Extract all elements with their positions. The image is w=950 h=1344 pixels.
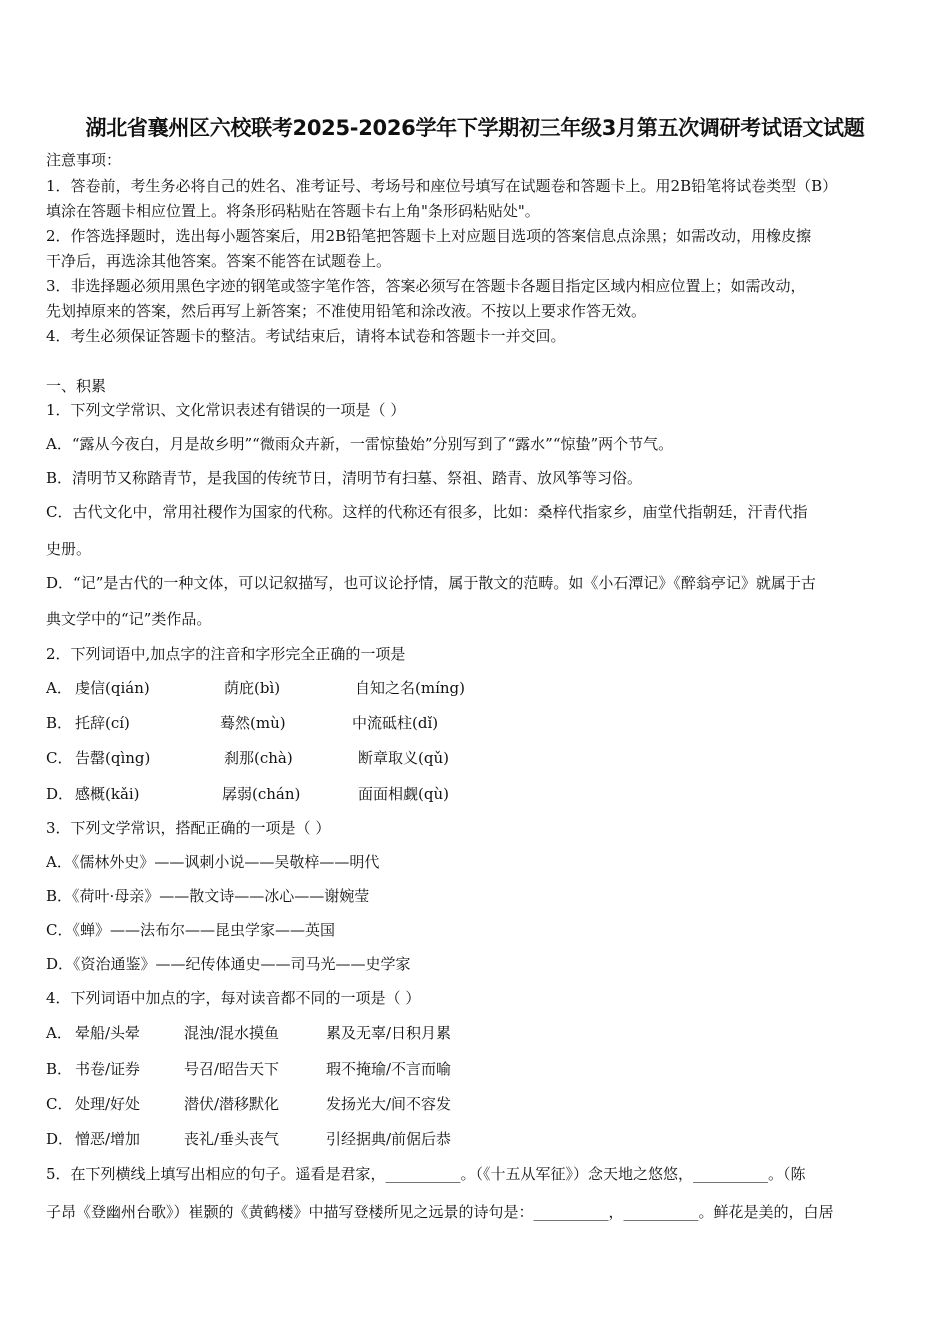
question-1-option-d: D．“记”是古代的一种文体，可以记叙描写，也可议论抒情，属于散文的范畴。如《小石潭记》《醉翁亭记》就属于古 bbox=[46, 574, 816, 592]
option-word: 蓦然(mù) bbox=[220, 714, 286, 732]
option-word: 处理/好处 bbox=[75, 1095, 141, 1113]
option-word: 虔信(qián) bbox=[75, 679, 150, 697]
question-1-option-c-cont: 史册。 bbox=[46, 540, 92, 558]
question-4-stem: 4．下列词语中加点的字，每对读音都不同的一项是（ ） bbox=[46, 989, 421, 1007]
option-label: B． bbox=[46, 714, 73, 732]
option-word: 晕船/头晕 bbox=[75, 1024, 141, 1042]
option-word: 发扬光大/间不容发 bbox=[326, 1095, 452, 1113]
notice-line: 先划掉原来的答案，然后再写上新答案；不准使用铅笔和涂改液。不按以上要求作答无效。 bbox=[46, 302, 647, 320]
notice-line: 1．答卷前，考生务必将自己的姓名、准考证号、考场号和座位号填写在试题卷和答题卡上。用2B铅笔将试卷类型（B） bbox=[46, 177, 838, 195]
option-label: C． bbox=[46, 749, 73, 767]
page-title: 湖北省襄州区六校联考2025-2026学年下学期初三年级3月第五次调研考试语文试题 bbox=[85, 116, 865, 140]
question-3-option-c: C．《蝉》——法布尔——昆虫学家——英国 bbox=[46, 921, 335, 939]
option-label: D． bbox=[46, 785, 74, 803]
notice-line: 3．非选择题必须用黑色字迹的钢笔或签字笔作答，答案必须写在答题卡各题目指定区域内相应位置上；如需改动， bbox=[46, 277, 806, 295]
option-word: 面面相觑(qù) bbox=[358, 785, 449, 803]
option-label: A． bbox=[46, 1024, 72, 1042]
option-label: D． bbox=[46, 1130, 74, 1148]
option-label: C． bbox=[46, 1095, 73, 1113]
question-2-stem: 2．下列词语中,加点字的注音和字形完全正确的一项是 bbox=[46, 645, 406, 663]
option-word: 托辞(cí) bbox=[75, 714, 130, 732]
question-3-option-d: D．《资治通鉴》——纪传体通史——司马光——史学家 bbox=[46, 955, 411, 973]
notice-line: 2．作答选择题时，选出每小题答案后，用2B铅笔把答题卡上对应题目选项的答案信息点涂黑；如需改动，用橡皮擦 bbox=[46, 227, 812, 245]
notice-heading: 注意事项： bbox=[46, 151, 122, 169]
option-word: 感概(kǎi) bbox=[75, 785, 140, 803]
question-3-option-b: B．《荷叶·母亲》——散文诗——冰心——谢婉莹 bbox=[46, 887, 370, 905]
option-word: 瑕不掩瑜/不言而喻 bbox=[326, 1060, 452, 1078]
option-word: 憎恶/增加 bbox=[75, 1130, 141, 1148]
option-word: 荫庇(bì) bbox=[224, 679, 281, 697]
option-word: 孱弱(chán) bbox=[222, 785, 301, 803]
notice-line: 填涂在答题卡相应位置上。将条形码粘贴在答题卡右上角"条形码粘贴处"。 bbox=[46, 202, 540, 220]
option-label: A． bbox=[46, 679, 72, 697]
question-3-option-a: A．《儒林外史》——讽刺小说——吴敬梓——明代 bbox=[46, 853, 380, 871]
option-word: 混浊/混水摸鱼 bbox=[184, 1024, 280, 1042]
option-word: 号召/昭告天下 bbox=[184, 1060, 280, 1078]
question-3-stem: 3．下列文学常识，搭配正确的一项是（ ） bbox=[46, 819, 331, 837]
option-word: 书卷/证券 bbox=[75, 1060, 141, 1078]
option-word: 引经据典/前倨后恭 bbox=[326, 1130, 452, 1148]
option-label: B． bbox=[46, 1060, 73, 1078]
question-1-stem: 1．下列文学常识、文化常识表述有错误的一项是（ ） bbox=[46, 401, 406, 419]
option-word: 刹那(chà) bbox=[224, 749, 293, 767]
option-word: 潜伏/潜移默化 bbox=[184, 1095, 280, 1113]
section-heading: 一、积累 bbox=[46, 377, 107, 395]
option-word: 累及无辜/日积月累 bbox=[326, 1024, 452, 1042]
question-1-option-b: B．清明节又称踏青节，是我国的传统节日，清明节有扫墓、祭祖、踏青、放风筝等习俗。 bbox=[46, 469, 643, 487]
question-1-option-c: C．古代文化中，常用社稷作为国家的代称。这样的代称还有很多，比如：桑梓代指家乡，庙堂代指朝廷，汗青代指 bbox=[46, 503, 808, 521]
option-word: 告罄(qìng) bbox=[75, 749, 151, 767]
question-5-line: 5．在下列横线上填写出相应的句子。遥看是君家，__________。（《十五从军征》）念天地之悠悠，__________。（陈 bbox=[46, 1165, 806, 1183]
question-5-line: 子昂《登幽州台歌》）崔颢的《黄鹤楼》中描写登楼所见之远景的诗句是：__________，__________。鲜花是美的，白居 bbox=[46, 1203, 834, 1221]
question-1-option-a: A．“露从今夜白，月是故乡明”“微雨众卉新，一雷惊蛰始”分别写到了“露水”“惊蛰”两个节气。 bbox=[46, 435, 674, 453]
option-word: 中流砥柱(dǐ) bbox=[352, 714, 439, 732]
notice-line: 干净后，再选涂其他答案。答案不能答在试题卷上。 bbox=[46, 252, 392, 270]
notice-line: 4．考生必须保证答题卡的整洁。考试结束后，请将本试卷和答题卡一并交回。 bbox=[46, 327, 566, 345]
option-word: 自知之名(míng) bbox=[355, 679, 465, 697]
option-word: 断章取义(qǔ) bbox=[358, 749, 449, 767]
option-word: 丧礼/垂头丧气 bbox=[184, 1130, 280, 1148]
question-1-option-d-cont: 典文学中的“记”类作品。 bbox=[46, 610, 212, 628]
